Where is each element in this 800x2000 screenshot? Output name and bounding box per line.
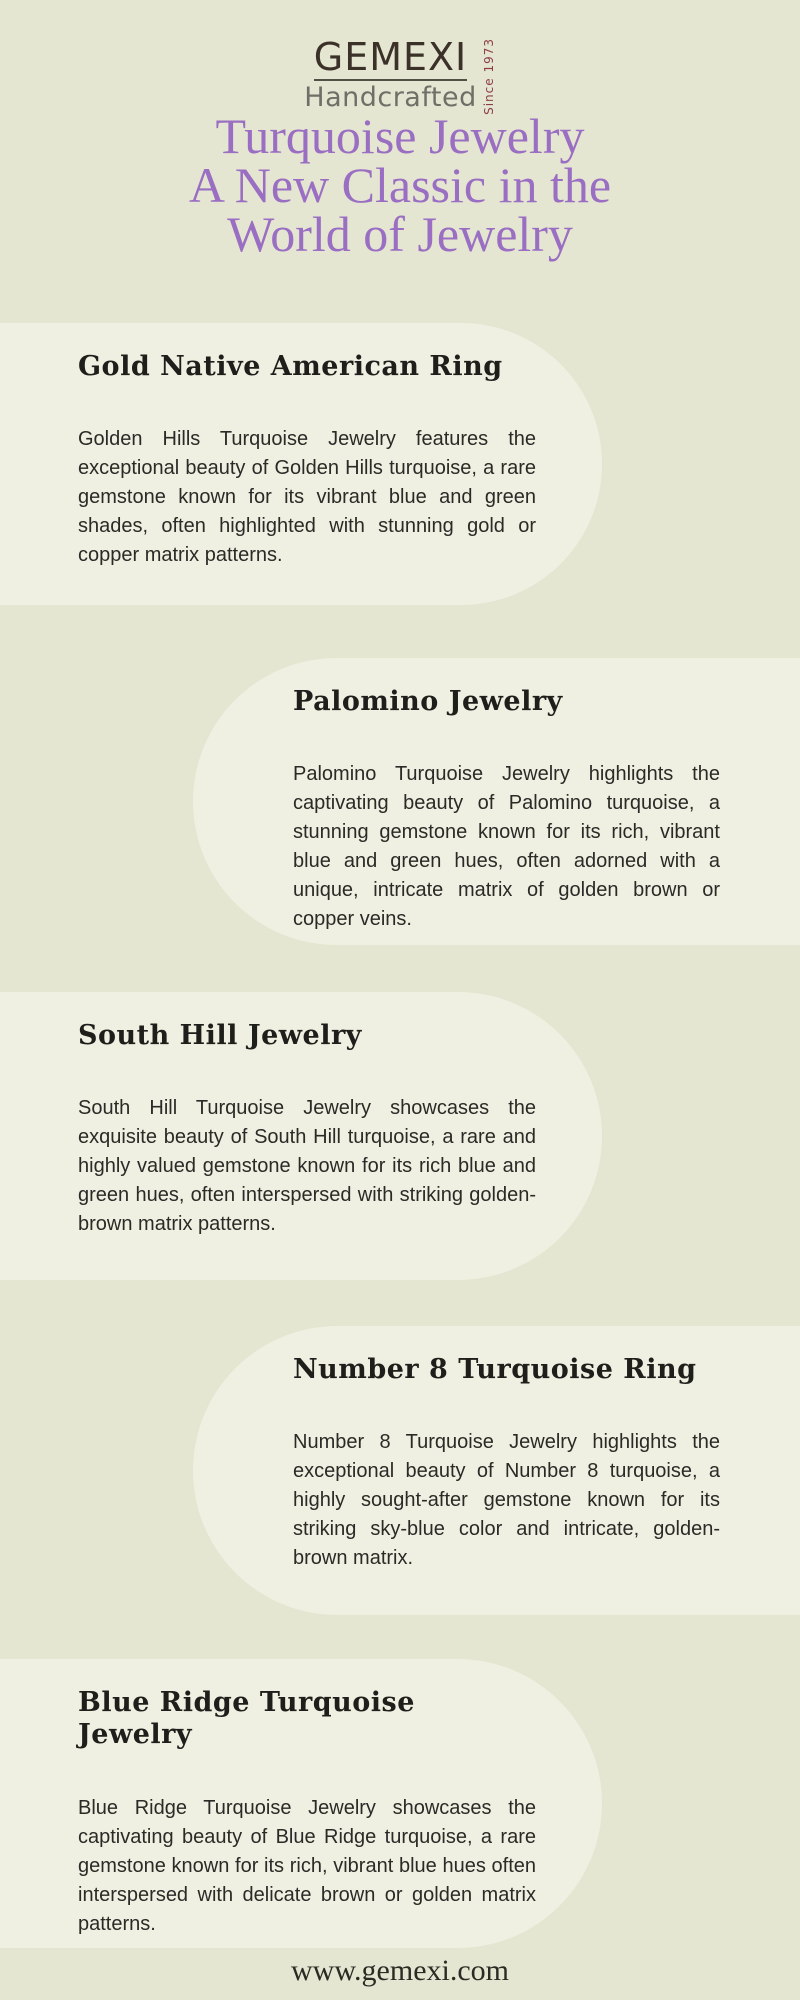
page-title-line-1: Turquoise Jewelry xyxy=(215,108,585,164)
page-title-line-2: A New Classic in the xyxy=(188,157,612,213)
card-title: Number 8 Turquoise Ring xyxy=(293,1354,697,1385)
card-title: Gold Native American Ring xyxy=(78,351,503,382)
card-body: Number 8 Turquoise Jewelry highlights the exceptional beauty of Number 8 turquoise, a highly sought-after gemstone known for its striking sky-blue color and intricate, golden-brown matrix. xyxy=(293,1431,720,1570)
brand-logo xyxy=(0,35,800,115)
page-title xyxy=(0,108,800,262)
card-body: Blue Ridge Turquoise Jewelry showcases the captivating beauty of Blue Ridge turquoise, a rare gemstone known for its rich, vibrant blue hues often interspersed with delicate brown or golden matrix patterns. xyxy=(78,1796,536,1935)
brand-name: GEMEXI xyxy=(313,35,468,79)
card-title: Blue Ridge Turquoise Jewelry xyxy=(78,1687,415,1751)
card-palomino-jewelry xyxy=(193,658,800,945)
card-body: Golden Hills Turquoise Jewelry features the exceptional beauty of Golden Hills turquoise, a rare gemstone known for its vibrant blue and green shades, often highlighted with stunning gold or copper matrix patterns. xyxy=(78,428,536,567)
card-blue-ridge-turquoise-jewelry xyxy=(0,1659,602,1948)
footer-website-url: www.gemexi.com xyxy=(291,1954,509,1987)
brand-tagline: Handcrafted xyxy=(304,82,477,113)
card-gold-native-american-ring xyxy=(0,323,602,605)
brand-logo-text xyxy=(304,35,477,115)
card-number-8-turquoise-ring xyxy=(193,1326,800,1615)
card-south-hill-jewelry xyxy=(0,992,602,1280)
brand-since-label: Since 1973 xyxy=(481,38,496,115)
card-title: Palomino Jewelry xyxy=(293,686,563,717)
page-title-line-3: World of Jewelry xyxy=(227,206,573,262)
card-body: South Hill Turquoise Jewelry showcases the exquisite beauty of South Hill turquoise, a rare and highly valued gemstone known for its rich blue and green hues, often interspersed with striking golden-brown matrix patterns. xyxy=(78,1097,536,1236)
card-title: South Hill Jewelry xyxy=(78,1020,362,1051)
card-body: Palomino Turquoise Jewelry highlights the captivating beauty of Palomino turquoise, a stunning gemstone known for its rich, vibrant blue and green hues, often adorned with a unique, intricate matrix of golden brown or copper veins. xyxy=(293,763,720,931)
